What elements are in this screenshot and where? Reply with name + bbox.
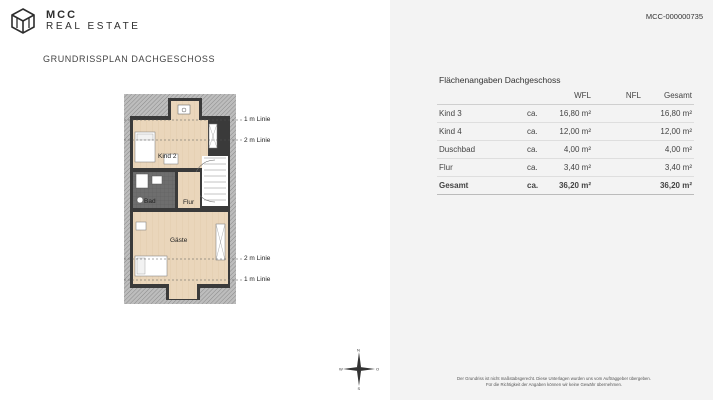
room-name: Kind 4 bbox=[437, 123, 515, 141]
wfl-value: 4,00 m² bbox=[553, 141, 593, 159]
area-table-title: Flächenangaben Dachgeschoss bbox=[439, 75, 561, 85]
compass-south: S bbox=[357, 386, 361, 390]
header-nfl: NFL bbox=[593, 88, 643, 105]
compass-icon bbox=[339, 348, 379, 390]
table-row bbox=[437, 141, 694, 159]
room-label-flur: Flur bbox=[183, 199, 195, 206]
gesamt-value: 3,40 m² bbox=[643, 159, 694, 177]
line-label-2m-bottom: 2 m Linie bbox=[244, 255, 271, 262]
line-label-1m-bottom: 1 m Linie bbox=[244, 276, 271, 283]
room-label-gaeste: Gäste bbox=[170, 237, 188, 244]
room-name: Flur bbox=[437, 159, 515, 177]
wfl-value: 12,00 m² bbox=[553, 123, 593, 141]
approx-label: ca. bbox=[515, 177, 553, 195]
brand-subtitle: REAL ESTATE bbox=[46, 20, 141, 32]
area-table-header bbox=[437, 88, 694, 105]
gesamt-value: 12,00 m² bbox=[643, 123, 694, 141]
approx-label: ca. bbox=[515, 105, 553, 123]
disclaimer-line1: Der Grundriss ist nicht maßstabsgerecht. Diese Unterlagen wurden uns vom Auftraggeber übergeben. bbox=[457, 376, 651, 381]
total-wfl: 36,20 m² bbox=[553, 177, 593, 195]
room-label-kind2: Kind 2 bbox=[158, 153, 177, 160]
total-nfl bbox=[593, 177, 643, 195]
compass-north: N bbox=[357, 348, 360, 353]
line-label-2m-top: 2 m Linie bbox=[244, 137, 271, 144]
area-table bbox=[437, 88, 694, 195]
floor-plan bbox=[116, 84, 286, 310]
logo-cube-icon bbox=[10, 8, 36, 34]
gesamt-value: 16,80 m² bbox=[643, 105, 694, 123]
wfl-value: 3,40 m² bbox=[553, 159, 593, 177]
compass-east: O bbox=[376, 366, 379, 372]
header-wfl: WFL bbox=[553, 88, 593, 105]
disclaimer bbox=[395, 376, 713, 388]
brand-logo bbox=[10, 8, 141, 34]
total-label: Gesamt bbox=[437, 177, 515, 195]
table-row bbox=[437, 105, 694, 123]
table-row bbox=[437, 159, 694, 177]
wfl-value: 16,80 m² bbox=[553, 105, 593, 123]
brand-name: MCC bbox=[46, 8, 78, 21]
header-gesamt: Gesamt bbox=[643, 88, 694, 105]
room-name: Duschbad bbox=[437, 141, 515, 159]
compass-west: W bbox=[339, 366, 343, 372]
line-label-1m-top: 1 m Linie bbox=[244, 116, 271, 123]
total-row bbox=[437, 177, 694, 195]
nfl-value bbox=[593, 159, 643, 177]
reference-id: MCC-000000735 bbox=[645, 12, 703, 21]
nfl-value bbox=[593, 141, 643, 159]
room-label-bad: Bad bbox=[144, 198, 156, 205]
nfl-value bbox=[593, 105, 643, 123]
page-title: GRUNDRISSPLAN DACHGESCHOSS bbox=[43, 54, 216, 64]
right-panel bbox=[390, 0, 713, 400]
gesamt-value: 4,00 m² bbox=[643, 141, 694, 159]
disclaimer-line2: Für die Richtigkeit der Angaben können wir keine Gewähr übernehmen. bbox=[485, 382, 623, 388]
total-gesamt: 36,20 m² bbox=[643, 177, 694, 195]
approx-label: ca. bbox=[515, 123, 553, 141]
approx-label: ca. bbox=[515, 141, 553, 159]
approx-label: ca. bbox=[515, 159, 553, 177]
table-row bbox=[437, 123, 694, 141]
nfl-value bbox=[593, 123, 643, 141]
room-name: Kind 3 bbox=[437, 105, 515, 123]
